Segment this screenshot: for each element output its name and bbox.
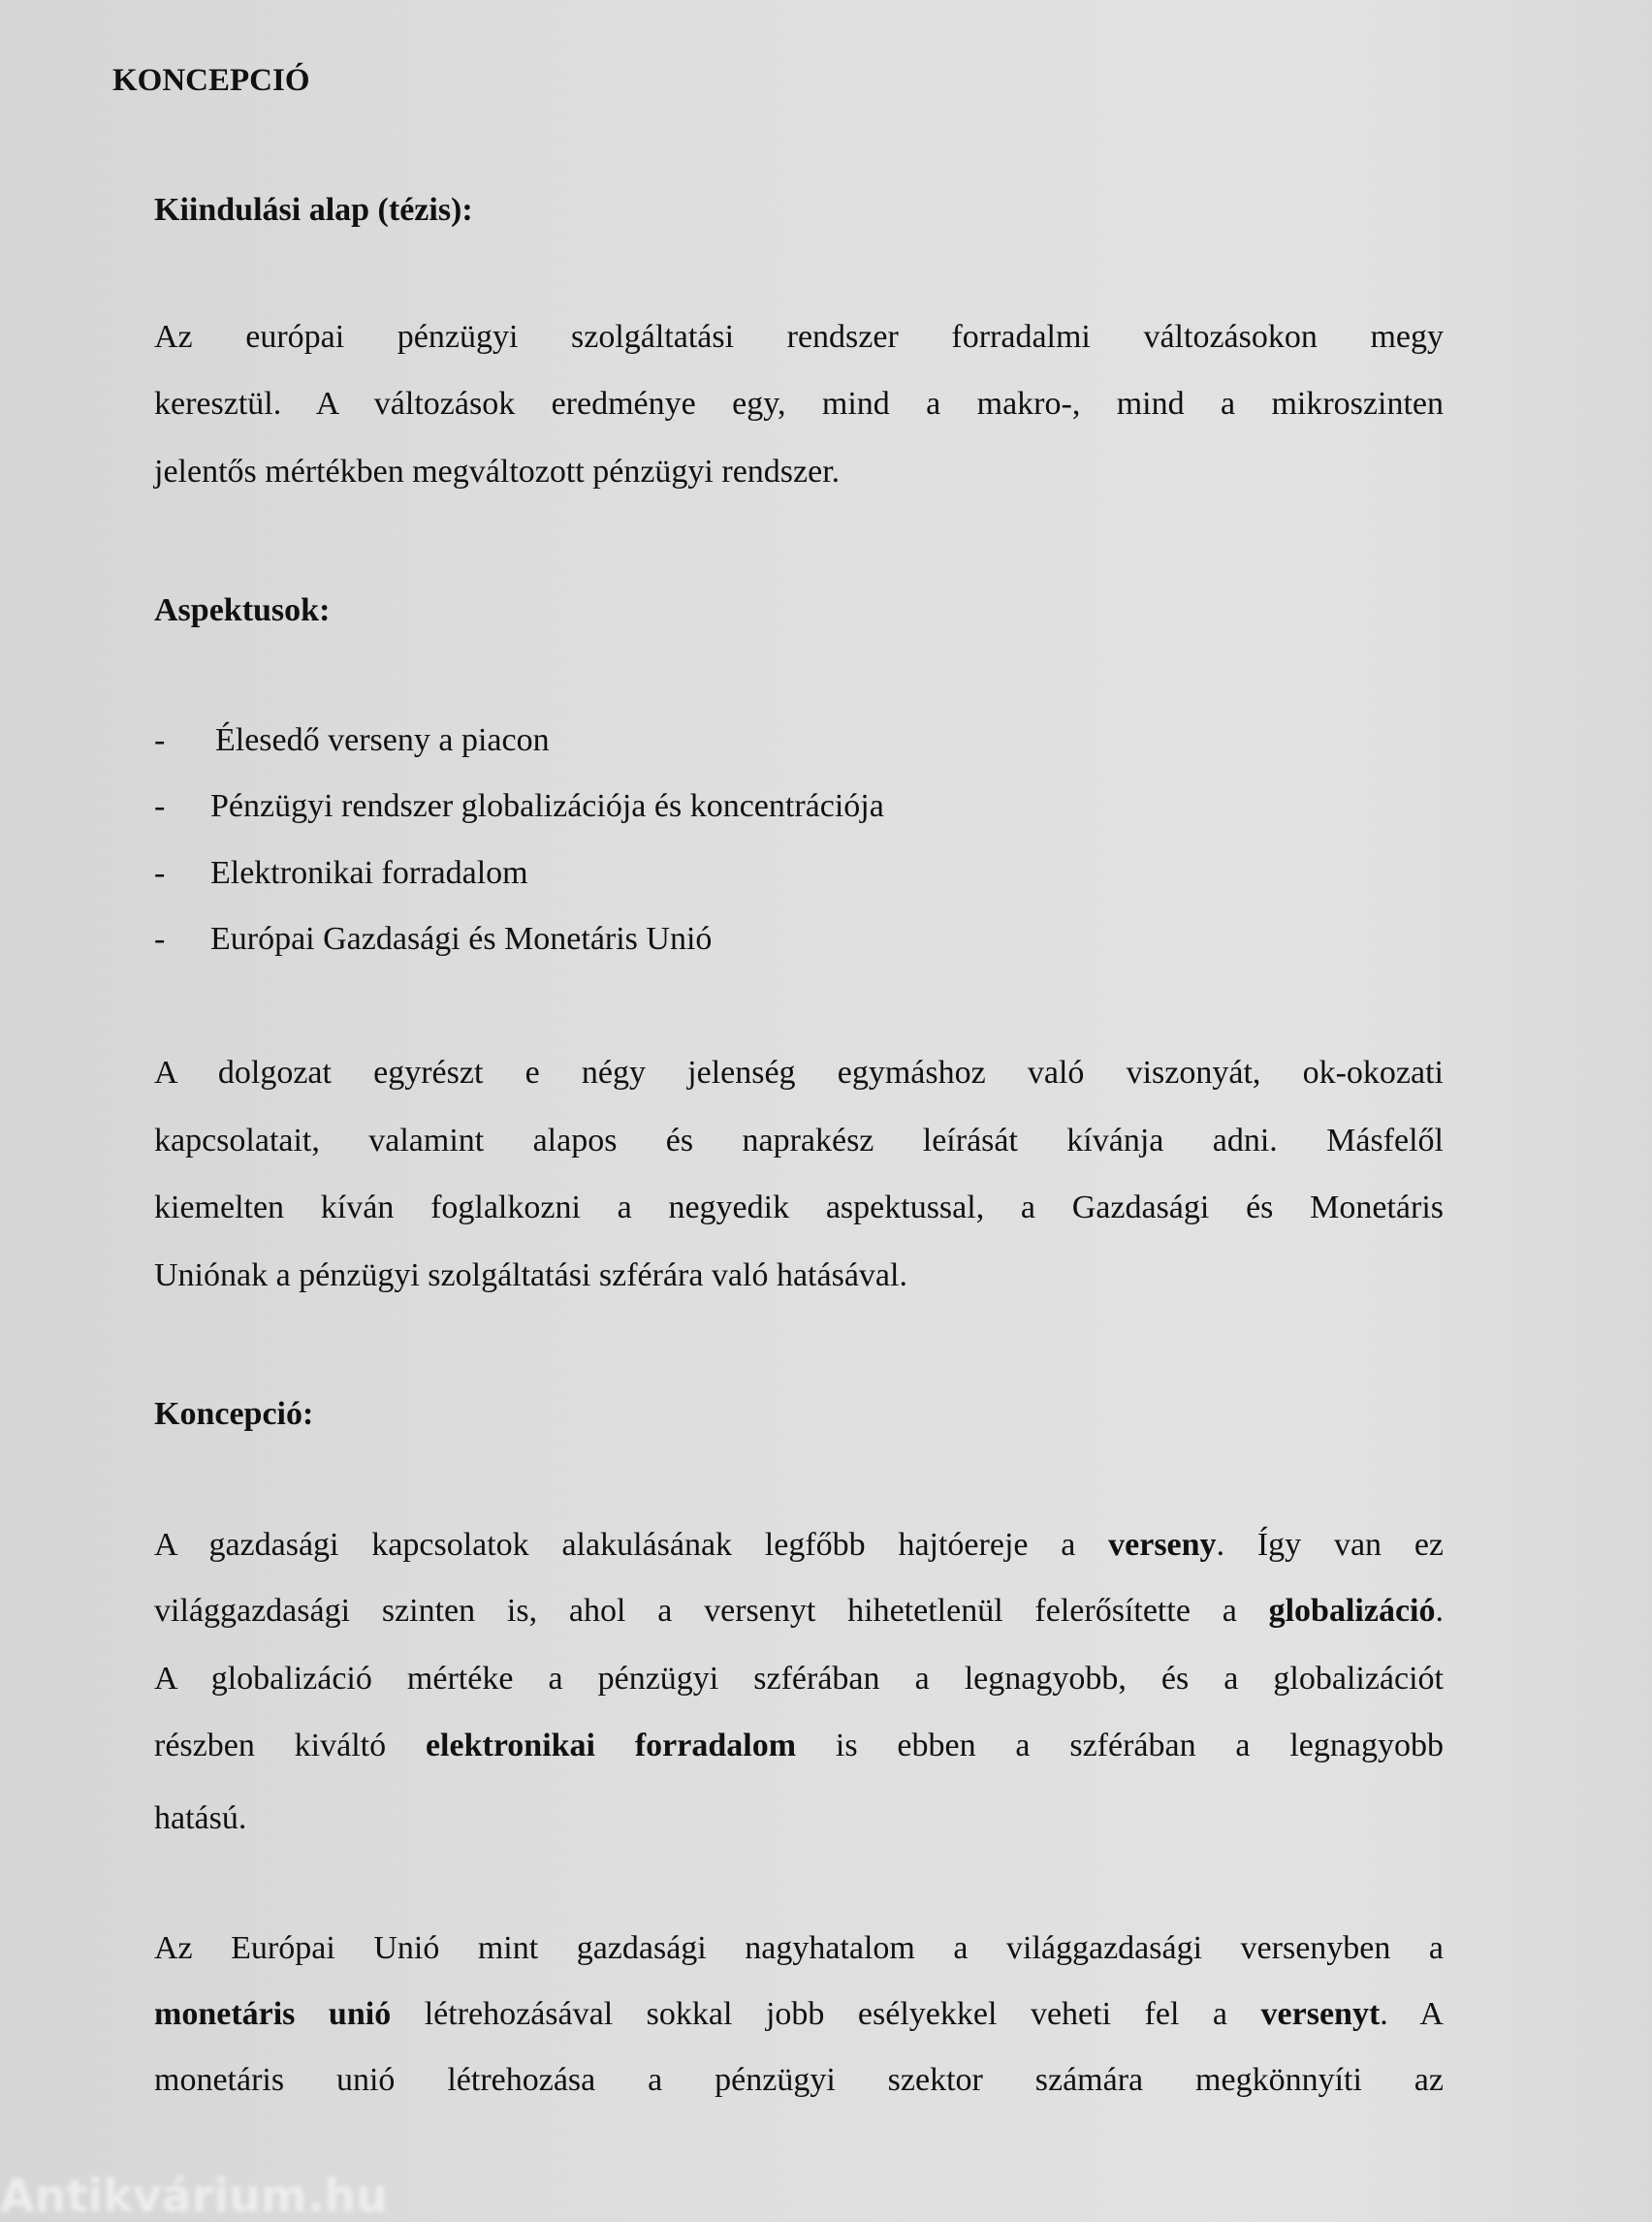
list-item-text: Elektronikai forradalom — [210, 855, 528, 891]
text-segment: A gazdasági kapcsolatok alakulásának legfőbb hajtóereje a — [154, 1527, 1109, 1563]
aspects-heading: Aspektusok: — [154, 592, 331, 628]
text-segment: is ebben a szférában a legnagyobb — [796, 1728, 1444, 1763]
text-line — [154, 1725, 1444, 1767]
text-line — [154, 1120, 1444, 1162]
text-segment: monetáris unió létrehozása a pénzügyi szektor számára megkönnyíti az — [154, 2062, 1444, 2098]
text-segment: világgazdasági szinten is, ahol a versenyt hihetetlenül felerősítette a — [154, 1593, 1269, 1629]
list-item-text: Pénzügyi rendszer globalizációja és koncentrációja — [210, 788, 884, 824]
text-line — [154, 1254, 1444, 1297]
text-line — [154, 451, 1444, 493]
list-item-text: Élesedő verseny a piacon — [215, 722, 550, 758]
text-segment: . A — [1380, 1996, 1444, 2032]
text-segment: A dolgozat egyrészt e négy jelenség egymáshoz való viszonyát, ok-okozati — [154, 1055, 1444, 1091]
text-segment: kapcsolatait, valamint alapos és naprakész leírását kívánja adni. Másfelől — [154, 1123, 1444, 1159]
concept-heading: Koncepció: — [154, 1396, 314, 1432]
bullet-marker: - — [154, 722, 166, 758]
bullet-marker: - — [154, 921, 166, 957]
text-segment: jelentős mértékben megváltozott pénzügyi rendszer. — [154, 454, 841, 490]
text-line — [154, 1993, 1444, 2036]
text-line — [154, 1590, 1444, 1633]
bullet-marker: - — [154, 855, 166, 891]
text-line — [154, 1187, 1444, 1229]
text-segment: létrehozásával sokkal jobb esélyekkel veheti fel a — [391, 1996, 1261, 2032]
bold-text: elektronikai forradalom — [425, 1728, 797, 1763]
bold-text: versenyt — [1260, 1996, 1381, 2032]
text-segment: A globalizáció mértéke a pénzügyi szférában a legnagyobb, és a globalizációt — [154, 1661, 1444, 1697]
text-line — [154, 1927, 1444, 1970]
text-line — [154, 1797, 1444, 1840]
bold-text: verseny — [1108, 1527, 1217, 1563]
thesis-heading: Kiindulási alap (tézis): — [154, 192, 473, 228]
text-segment: részben kiváltó — [154, 1728, 426, 1763]
text-line — [154, 2059, 1444, 2102]
text-segment: . Így van ez — [1216, 1527, 1444, 1563]
text-segment: keresztül. A változások eredménye egy, mind a makro-, mind a mikroszinten — [154, 386, 1444, 422]
bold-text: monetáris unió — [154, 1996, 392, 2032]
text-line — [154, 1658, 1444, 1700]
text-line — [154, 383, 1444, 426]
text-line — [154, 316, 1444, 359]
bold-text: globalizáció — [1268, 1593, 1436, 1629]
text-segment: Az Európai Unió mint gazdasági nagyhatalom a világgazdasági versenyben a — [154, 1930, 1444, 1966]
bullet-marker: - — [154, 788, 166, 824]
text-line — [154, 1524, 1444, 1567]
text-line — [154, 1052, 1444, 1095]
text-segment: . — [1435, 1593, 1444, 1629]
text-segment: kiemelten kíván foglalkozni a negyedik aspektussal, a Gazdasági és Monetáris — [154, 1190, 1444, 1225]
text-segment: hatású. — [154, 1800, 247, 1836]
watermark: Antikvárium.hu — [0, 2170, 388, 2222]
document-title: KONCEPCIÓ — [112, 63, 310, 98]
list-item-text: Európai Gazdasági és Monetáris Unió — [210, 921, 713, 957]
text-segment: Az európai pénzügyi szolgáltatási rendszer forradalmi változásokon megy — [154, 319, 1444, 355]
text-segment: Uniónak a pénzügyi szolgáltatási szférára való hatásával. — [154, 1257, 907, 1293]
